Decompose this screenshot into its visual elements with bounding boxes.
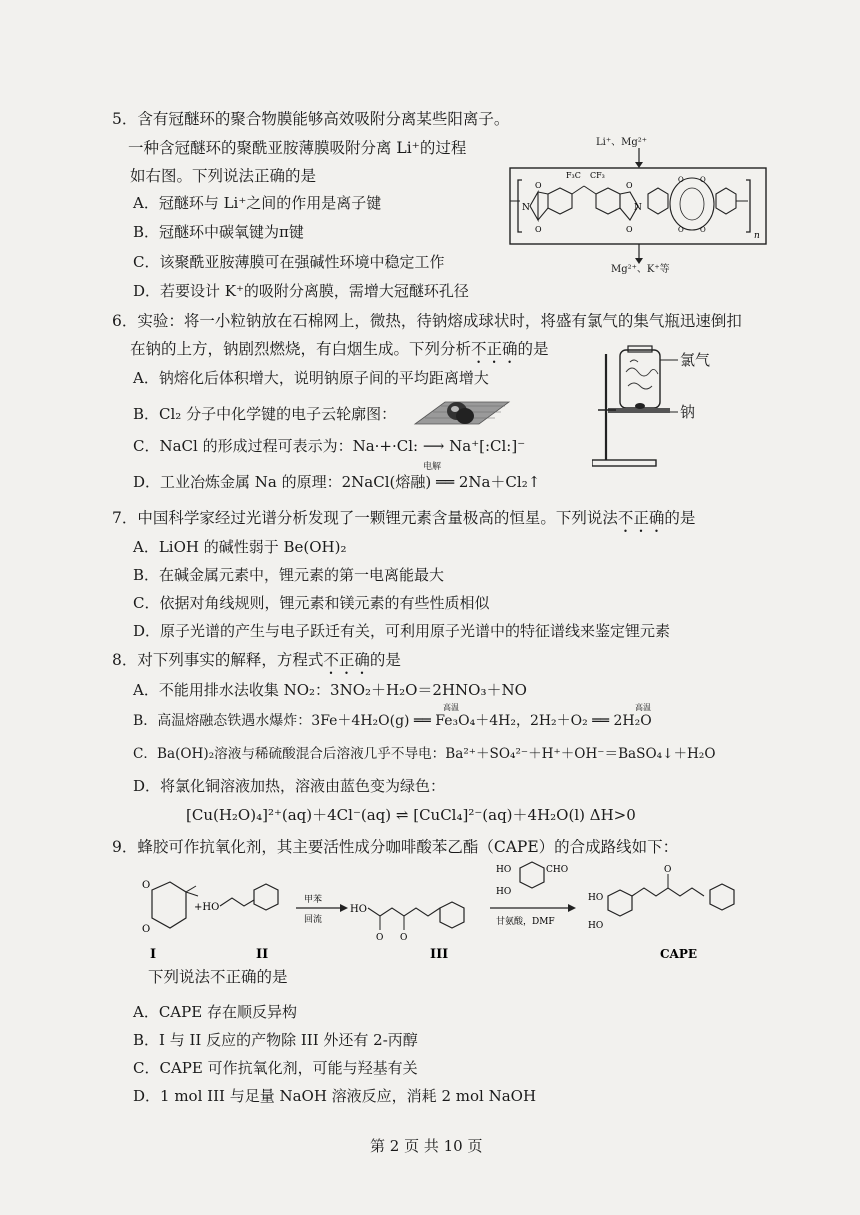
q7-stem-part-b: 的是: [664, 509, 696, 527]
q9-reagent-ho2: HO: [496, 887, 512, 897]
q6-stem-part-b: 的是: [517, 340, 549, 358]
q5-fig-n: n: [754, 231, 760, 241]
svg-text:O: O: [678, 226, 684, 234]
q6-stem-line1: 6．实验：将一小粒钠放在石棉网上，微热，待钠熔成球状时，将盛有氯气的集气瓶迅速倒扣: [112, 312, 742, 330]
q9-label-III: III: [430, 947, 449, 962]
q5-stem-line3: 如右图。下列说法正确的是: [130, 167, 317, 185]
q8-stem: [112, 651, 401, 678]
svg-text:O: O: [142, 924, 151, 935]
q5-option-b: B．冠醚环中碳氧键为π键: [133, 223, 304, 241]
q5-stem-line1: 5．含有冠醚环的聚合物膜能够高效吸附分离某些阳离子。: [112, 110, 510, 128]
q9-reagent-cho: CHO: [546, 865, 569, 875]
svg-text:O: O: [626, 225, 633, 234]
q9-reagent-ho1: HO: [496, 865, 512, 875]
electrolysis-condition: 电解: [423, 462, 442, 472]
label-chlorine: 氯气: [680, 351, 711, 369]
q5-polyimide-figure: [508, 148, 770, 274]
page-footer: 第 2 页 共 10 页: [370, 1137, 483, 1155]
q9-label-II: II: [256, 947, 269, 962]
q9-cape-ho1: HO: [588, 893, 604, 903]
q8-option-a: A．不能用排水法收集 NO₂：3NO₂＋H₂O＝2HNO₃＋NO: [133, 681, 527, 699]
q7-option-b: B．在碱金属元素中，锂元素的第一电离能最大: [133, 566, 445, 584]
q9-arrow1-bottom: 回流: [304, 915, 323, 925]
q7-option-d: D．原子光谱的产生与电子跃迁有关，可利用原子光谱中的特征谱线来鉴定锂元素: [133, 622, 671, 640]
svg-text:O: O: [142, 880, 151, 891]
q9-ho-III: HO: [350, 904, 367, 915]
svg-text:N: N: [522, 203, 530, 213]
svg-text:O: O: [626, 181, 633, 190]
q9-option-a: A．CAPE 存在顺反异构: [133, 1003, 297, 1021]
q8-option-c: C．Ba(OH)₂溶液与稀硫酸混合后溶液几乎不导电：Ba²⁺＋SO₄²⁻＋H⁺＋OH⁻＝BaSO₄↓＋H₂O: [133, 746, 716, 762]
q6-stem-emphasis: 不正确: [471, 340, 518, 358]
q5-fig-cf3: CF₃: [590, 171, 605, 180]
q8-stem-part-b: 的是: [369, 651, 401, 669]
q9-option-b: B．I 与 II 反应的产物除 III 外还有 2-丙醇: [133, 1031, 418, 1049]
q7-option-c: C．依据对角线规则，锂元素和镁元素的有些性质相似: [133, 594, 490, 612]
q9-arrow1-top: 甲苯: [304, 895, 323, 905]
q5-option-a: A．冠醚环与 Li⁺之间的作用是离子键: [133, 194, 382, 212]
q7-option-a: A．LiOH 的碱性弱于 Be(OH)₂: [133, 538, 347, 556]
high-temp-condition-1: 高温: [443, 703, 459, 712]
q8-stem-emphasis: 不正确: [323, 651, 370, 669]
q7-stem-emphasis: 不正确: [617, 509, 665, 527]
q9-label-cape: CAPE: [660, 947, 698, 961]
svg-text:O: O: [535, 181, 542, 190]
q5-option-c: C．该聚酰亚胺薄膜可在强碱性环境中稳定工作: [133, 253, 445, 271]
q5-option-d: D．若要设计 K⁺的吸附分离膜，需增大冠醚环孔径: [133, 282, 469, 300]
svg-text:N: N: [634, 203, 642, 213]
svg-text:O: O: [664, 865, 672, 875]
q8-d-equation: [Cu(H₂O)₄]²⁺(aq)＋4Cl⁻(aq) ⇌ [CuCl₄]²⁻(aq)＋4H₂O(l) ΔH>0: [186, 806, 636, 824]
q9-synthesis-route: [140, 860, 770, 966]
svg-text:O: O: [700, 226, 706, 234]
cl2-electron-cloud-image: [405, 394, 515, 430]
q6-stem-line2: [130, 340, 549, 367]
q9-option-d: D．1 mol III 与足量 NaOH 溶液反应，消耗 2 mol NaOH: [133, 1087, 537, 1105]
q9-plus-ho: +HO: [194, 902, 220, 913]
q5-stem-line2: 一种含冠醚环的聚酰亚胺薄膜吸附分离 Li⁺的过程: [128, 139, 467, 157]
q8-option-b: B．高温熔融态铁遇水爆炸：3Fe＋4H₂O(g) ══ Fe₃O₄＋4H₂，2H₂＋O₂ ══ 2H₂O: [133, 713, 652, 729]
q8-option-d: D．将氯化铜溶液加热，溶液由蓝色变为绿色：: [133, 777, 446, 795]
q9-stem: 9．蜂胶可作抗氧化剂，其主要活性成分咖啡酸苯乙酯（CAPE）的合成路线如下：: [112, 838, 679, 856]
label-sodium: 钠: [680, 403, 696, 421]
svg-text:O: O: [376, 933, 384, 943]
q9-label-I: I: [150, 947, 157, 962]
q6-option-b: B．Cl₂ 分子中化学键的电子云轮廓图：: [133, 405, 397, 423]
q8-stem-part-a: 8．对下列事实的解释，方程式: [112, 651, 324, 669]
q9-option-c: C．CAPE 可作抗氧化剂，可能与羟基有关: [133, 1059, 418, 1077]
high-temp-condition-2: 高温: [635, 703, 651, 712]
q6-option-c: C．NaCl 的形成过程可表示为：Na·+·Cl: ⟶ Na⁺[:Cl:]⁻: [133, 437, 526, 455]
q6-stem-part-a: 在钠的上方，钠剧烈燃烧，有白烟生成。下列分析: [130, 340, 472, 358]
q5-fig-f3c: F₃C: [566, 171, 581, 180]
q9-sub-stem: 下列说法不正确的是: [148, 968, 288, 986]
svg-text:O: O: [535, 225, 542, 234]
svg-text:O: O: [400, 933, 408, 943]
q6-option-a: A．钠熔化后体积增大，说明钠原子间的平均距离增大: [133, 369, 489, 387]
svg-text:O: O: [700, 176, 706, 184]
q9-cape-ho2: HO: [588, 921, 604, 931]
q5-fig-bottom-label: Mg²⁺、K⁺等: [611, 264, 670, 275]
q5-fig-top-label: Li⁺、Mg²⁺: [596, 137, 648, 148]
q6-option-d: D．工业冶炼金属 Na 的原理：2NaCl(熔融) ══ 2Na＋Cl₂↑: [133, 473, 541, 491]
q7-stem-part-a: 7．中国科学家经过光谱分析发现了一颗锂元素含量极高的恒星。下列说法: [112, 509, 618, 527]
svg-text:O: O: [678, 176, 684, 184]
q7-stem: [112, 509, 695, 536]
q9-arrow2-bottom: 甘氨酸，DMF: [496, 917, 555, 927]
